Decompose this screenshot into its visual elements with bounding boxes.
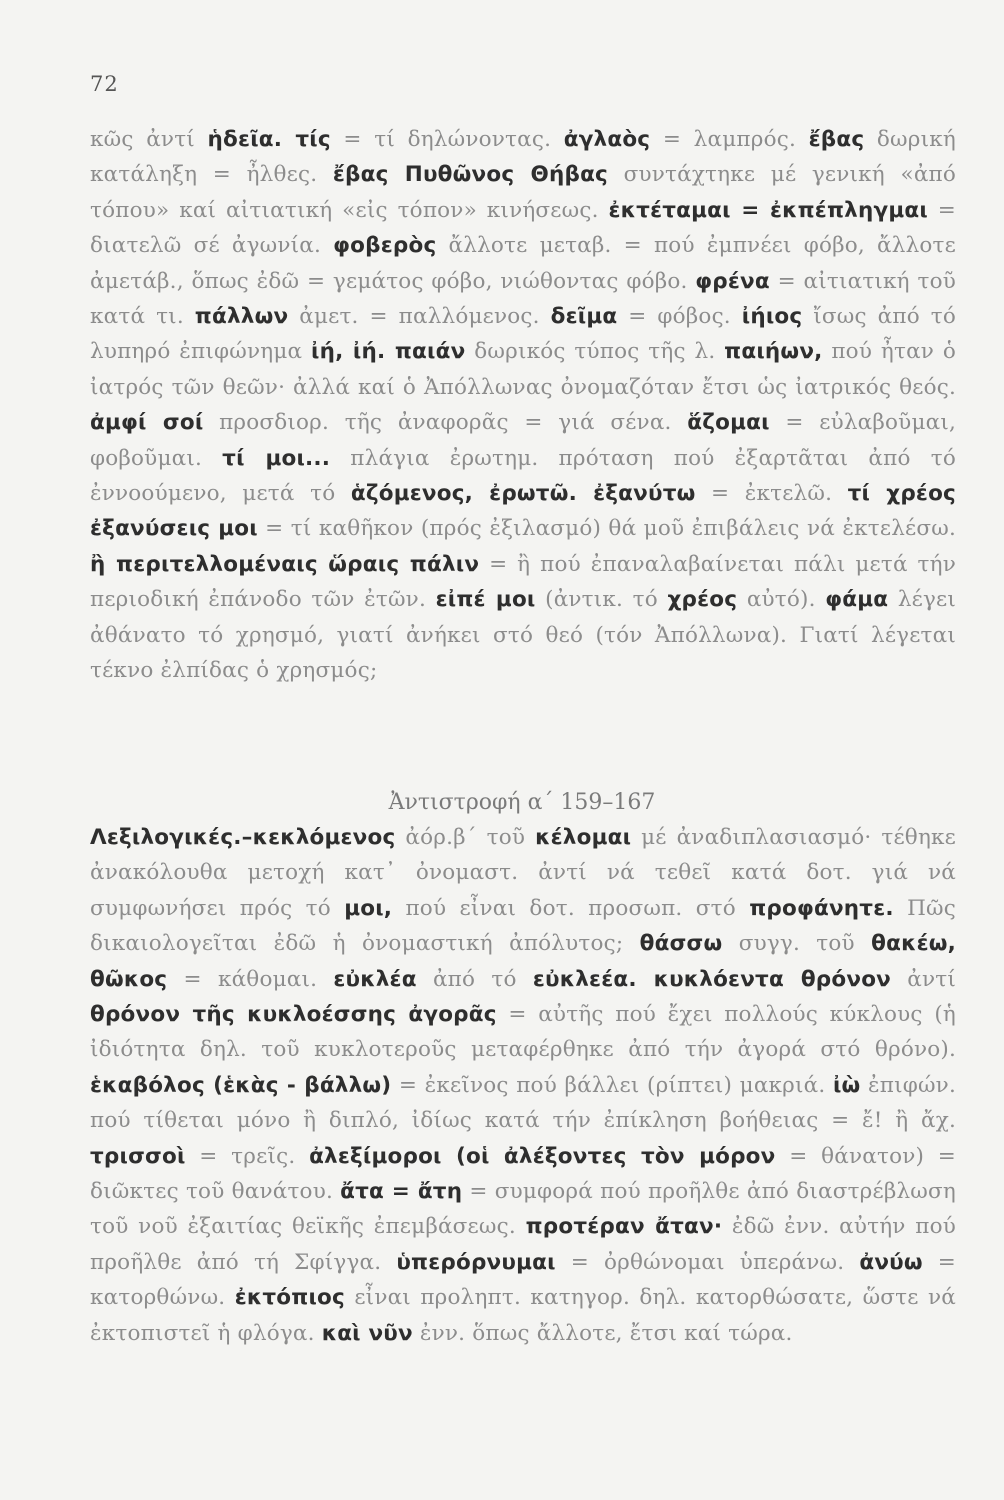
body-text: = ὀρθώνομαι ὑπεράνω.: [555, 1249, 860, 1275]
bold-term: δεῖμα: [550, 304, 618, 330]
commentary-paragraph-1: [90, 122, 956, 689]
body-text: ἀμετ. = παλλόμενος.: [288, 304, 551, 330]
bold-term: κέλομαι: [535, 825, 632, 850]
bold-term: ἐκτόπιος: [234, 1285, 345, 1311]
bold-term: ἰὼ: [832, 1072, 861, 1098]
bold-term: ἰήιος: [741, 304, 803, 330]
page-number: 72: [90, 72, 119, 96]
body-text: = λαμπρός.: [650, 127, 809, 152]
body-text: ἐπιφών. πού τίθεται μόνο ἢ διπλό, ἰδίως κατά τήν ἐπίκληση βοήθειας = ἔ! ἢ ἄχ.: [90, 1072, 956, 1134]
bold-term: ἑκαβόλος (ἑκὰς - βάλλω): [90, 1072, 392, 1098]
body-text: = φόβος.: [617, 304, 742, 330]
body-text: = διατελῶ σέ ἀγωνία.: [90, 197, 957, 259]
body-text: = τί καθῆκον (πρός ἐξιλασμό) θά μοῦ ἐπιβάλεις νά ἐκτελέσω.: [257, 516, 956, 542]
bold-term: εἰπέ μοι: [435, 587, 536, 613]
body-text: συντάχτηκε μέ γενική «ἀπό τόπου» καί αἰτιατική «εἰς τόπον» κινήσεως.: [90, 162, 957, 223]
body-text: = τί δηλώνοντας.: [330, 127, 564, 152]
body-text: = τρεῖς.: [185, 1143, 310, 1169]
body-text: εἶναι προληπτ. κατηγορ. δηλ. κατορθώσατε, ὥστε νά ἐκτοπιστεῖ ἡ φλόγα.: [90, 1285, 956, 1346]
bold-term: προφάνητε.: [749, 895, 894, 921]
bold-term: ἔβας Πυθῶνος Θήβας: [332, 162, 609, 188]
bold-term: παιήων,: [724, 339, 823, 365]
bold-term: ἢ περιτελλομέναις ὥραις πάλιν: [90, 551, 480, 577]
bold-term: πάλλων: [194, 304, 289, 330]
body-text: = εὐλαβοῦμαι, φοβοῦμαι.: [90, 410, 956, 471]
body-text: προσδιορ. τῆς ἀναφορᾶς = γιά σένα.: [203, 410, 688, 436]
body-text: (ἀντικ. τό: [535, 587, 668, 613]
bold-term: ἀνύω: [859, 1249, 923, 1275]
body-text: πού εἶναι δοτ. προσωπ. στό: [392, 895, 750, 921]
body-text: = ἐκεῖνος πού βάλλει (ρίπτει) μακριά.: [391, 1072, 833, 1098]
bold-term: ἰή, ἰή. παιάν: [311, 339, 466, 365]
bold-term: φάμα: [825, 587, 889, 613]
body-text: ἀόρ.β΄ τοῦ: [395, 825, 536, 850]
bold-term: τί μοι...: [222, 445, 331, 471]
body-text: κῶς ἀντί: [90, 127, 208, 152]
body-text: αὐτό).: [737, 587, 826, 613]
bold-term: εὐκλεέα. κυκλόεντα θρόνον: [532, 966, 892, 992]
bold-term: ἔβας: [808, 127, 865, 152]
body-text: ἴσως ἀπό τό λυπηρό ἐπιφώνημα: [90, 304, 957, 365]
bold-term: ἁζόμενος, ἐρωτῶ. ἐξανύτω: [350, 481, 696, 507]
body-text: = συμφορά πού προῆλθε ἀπό διαστρέβλωση τοῦ νοῦ ἐξαιτίας θεϊκῆς ἐπεμβάσεως.: [90, 1179, 956, 1240]
body-text: ἐδῶ ἐνν. αὐτήν πού προῆλθε ἀπό τή Σφίγγα.: [90, 1214, 956, 1275]
bold-term: χρέος: [667, 587, 738, 613]
bold-term: θάσσω: [639, 931, 723, 957]
body-text: = αὐτῆς πού ἔχει πολλούς κύκλους (ἡ ἰδιότητα δηλ. τοῦ κυκλοτεροῦς μεταφέρθηκε ἀπό τήν ἀγορά στό θρόνο).: [90, 1002, 956, 1063]
bold-term: ἀγλαὸς: [563, 127, 651, 152]
bold-term: θακέω, θῶκος: [90, 931, 956, 992]
section-heading: Ἀντιστροφή α΄ 159–167: [388, 790, 656, 815]
bold-term: τί χρέος ἐξανύσεις μοι: [90, 481, 957, 542]
body-text: λέγει ἀθάνατο τό χρησμό, γιατί ἀνήκει στό θεό (τόν Ἀπόλλωνα). Γιατί λέγεται τέκνο ἐλπίδας ὁ χρησμός;: [90, 587, 957, 684]
body-text: ἀπό τό: [416, 966, 533, 992]
bold-term: τρισσοὶ: [90, 1143, 186, 1169]
body-text: ἐνν. ὅπως ἄλλοτε, ἔτσι καί τώρα.: [412, 1320, 793, 1346]
body-text: Πῶς δικαιολογεῖται ἐδῶ ἡ ὀνομαστική ἀπόλυτος;: [90, 895, 956, 957]
body-text: μέ ἀναδιπλασιασμό· τέθηκε ἀνακόλουθα μετοχή κατ᾽ ὀνομαστ. ἀντί νά τεθεῖ κατά δοτ. γιά νά συμφωνήσει πρός τό: [90, 825, 956, 921]
bold-term: θρόνον τῆς κυκλοέσσης ἀγορᾶς: [90, 1002, 497, 1028]
bold-term: φρένα: [695, 268, 770, 294]
bold-term: ἅζομαι: [687, 410, 770, 436]
bold-term: ἐκτέταμαι = ἐκπέπληγμαι: [608, 197, 928, 223]
bold-term: ἀμφί σοί: [90, 410, 204, 436]
bold-term: φοβερὸς: [333, 233, 437, 259]
body-text: ἄλλοτε μεταβ. = πού ἐμπνέει φόβο, ἄλλοτε ἀμετάβ., ὅπως ἐδῶ = γεμάτος φόβο, νιώθοντας φόβο.: [90, 233, 956, 294]
body-text: = κάθομαι.: [167, 966, 334, 992]
body-text: = ἐκτελῶ.: [695, 481, 848, 507]
bold-term: μοι,: [344, 895, 393, 921]
body-text: δωρική κατάληξη = ἦλθες.: [90, 127, 956, 188]
bold-term: εὐκλέα: [333, 966, 417, 992]
bold-term: προτέραν ἄταν·: [525, 1214, 723, 1240]
body-text: = θάνατον) = διῶκτες τοῦ θανάτου.: [90, 1143, 956, 1205]
body-text: συγγ. τοῦ: [722, 931, 872, 957]
bold-term: Λεξιλογικές.–κεκλόμενος: [90, 825, 396, 850]
body-text: = ἢ πού ἐπαναλαβαίνεται πάλι μετά τήν περιοδική ἐπάνοδο τῶν ἐτῶν.: [90, 551, 956, 613]
bold-term: ἀλεξίμοροι (οἱ ἀλέξοντες τὸν μόρον: [309, 1143, 776, 1169]
body-text: πού ἦταν ὁ ἰατρός τῶν θεῶν· ἀλλά καί ὁ Ἀπόλλωνας ὀνομαζόταν ἔτσι ὡς ἰατρικός θεός.: [90, 339, 957, 400]
body-text: ἀντί: [891, 966, 956, 992]
bold-term: καὶ νῦν: [321, 1320, 413, 1346]
commentary-paragraph-2: [90, 820, 956, 1351]
bold-term: ἄτα = ἄτη: [340, 1179, 463, 1205]
bold-term: ἡδεῖα. τίς: [207, 127, 331, 152]
body-text: δωρικός τύπος τῆς λ.: [465, 339, 725, 365]
body-text: = αἰτιατική τοῦ κατά τι.: [90, 268, 956, 330]
body-text: πλάγια ἐρωτημ. πρόταση πού ἐξαρτᾶται ἀπό τό ἐννοούμενο, μετά τό: [90, 445, 957, 507]
body-text: = κατορθώνω.: [90, 1249, 957, 1311]
bold-term: ὑπερόρνυμαι: [396, 1249, 556, 1275]
